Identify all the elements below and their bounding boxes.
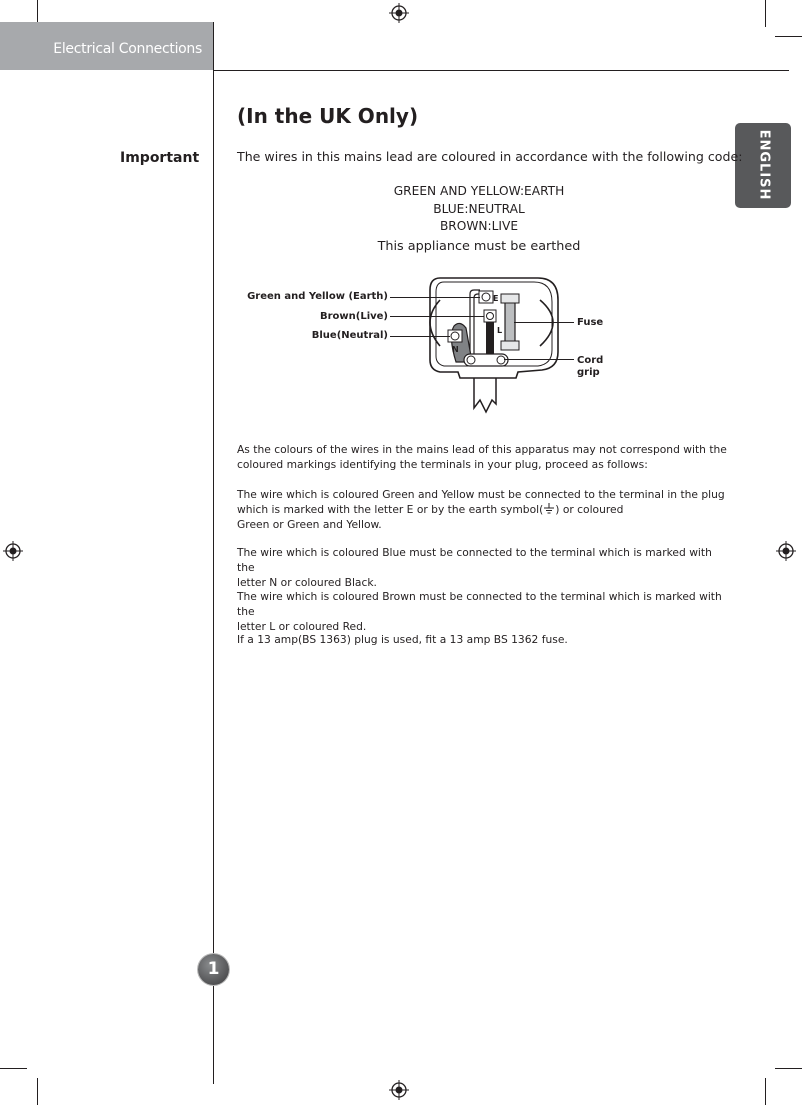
language-label: ENGLISH [756,129,772,201]
text-line: The wire which is coloured Blue must be connected to the terminal which is marked with the [237,546,712,574]
crop-mark [0,1068,27,1069]
leader-line [504,359,574,360]
text-line: The wire which is coloured Brown must be connected to the terminal which is marked with the [237,590,722,618]
intro-text: The wires in this mains lead are coloured in accordance with the following code: [237,149,743,164]
crop-mark [775,36,802,37]
page-number-badge [198,954,229,985]
text-fragment: which is marked with the letter E or by the earth symbol( [237,503,544,516]
instruction-paragraph [237,632,727,647]
terminal-n-label: N [452,345,459,354]
text-line: letter N or coloured Black. [237,576,377,589]
leader-line [390,297,480,298]
text-line: coloured markings identifying the terminals in your plug, proceed as follows: [237,458,648,471]
header-rule [213,70,789,71]
code-line-earth: GREEN AND YELLOW:EARTH [393,184,565,198]
text-line: Green or Green and Yellow. [237,518,382,531]
leader-line [390,336,450,337]
diagram-label-neutral: Blue(Neutral) [311,330,388,341]
text-fragment: ) or coloured [555,503,624,516]
registration-mark-icon [389,3,409,23]
margin-rule [213,22,214,1084]
crop-mark [37,1078,38,1105]
instruction-paragraph [237,589,727,634]
crop-mark [775,1068,802,1069]
side-heading: Important [120,150,200,166]
crop-mark [765,1078,766,1105]
diagram-label-grip: grip [577,367,600,378]
language-tab [735,123,791,208]
page-number: 1 [207,959,220,979]
diagram-label-live: Brown(Live) [319,311,388,322]
diagram-label-earth: Green and Yellow (Earth) [247,291,388,302]
code-line-live: BROWN:LIVE [439,219,519,233]
diagram-label-cord: Cord [577,355,604,366]
text-line: The wire which is coloured Green and Yellow must be connected to the terminal in the plug [237,488,725,501]
terminal-e-label: E [493,294,499,303]
earth-symbol-icon [543,503,555,514]
crop-mark [765,0,766,27]
registration-mark-icon [3,541,23,561]
instruction-paragraph [237,442,727,472]
leader-line [514,322,574,323]
leader-line [390,316,484,317]
registration-mark-icon [776,541,796,561]
page-title: (In the UK Only) [237,104,419,128]
section-header-tab [0,22,213,70]
text-line [237,502,727,517]
text-line: As the colours of the wires in the mains lead of this apparatus may not correspond with the [237,443,727,456]
instruction-paragraph [237,487,727,532]
instruction-paragraph [237,545,727,590]
code-line-neutral: BLUE:NEUTRAL [433,202,525,216]
earthed-note: This appliance must be earthed [377,239,581,254]
diagram-label-fuse: Fuse [577,317,604,328]
text-line: If a 13 amp(BS 1363) plug is used, fit a 13 amp BS 1362 fuse. [237,633,568,646]
terminal-l-label: L [497,326,503,335]
text-line: letter L or coloured Red. [237,620,367,633]
registration-mark-icon [389,1080,409,1100]
section-title: Electrical Connections [53,41,202,57]
